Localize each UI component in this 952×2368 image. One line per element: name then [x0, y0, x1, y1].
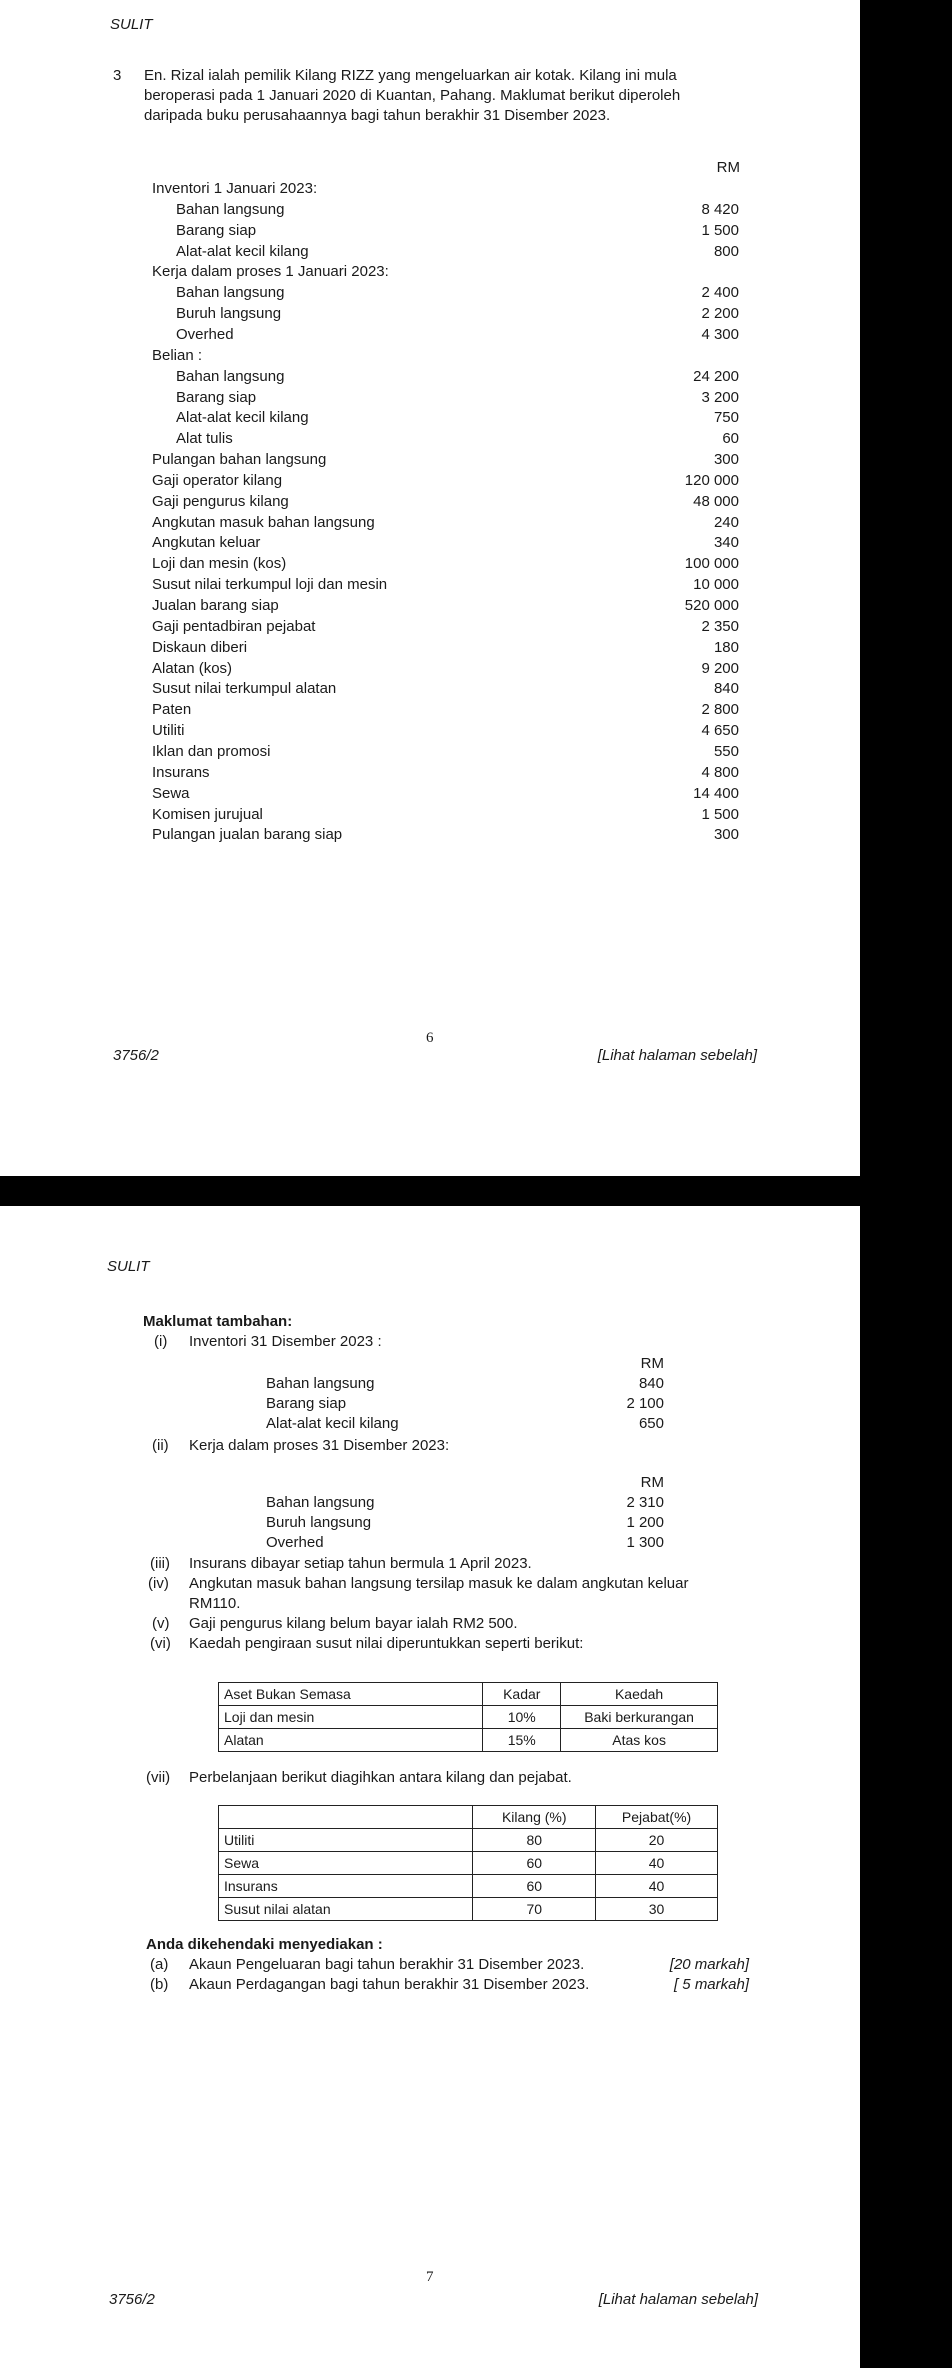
item-amount: 1 500	[701, 221, 739, 239]
list-item	[0, 493, 861, 513]
req-b-marks: [ 5 markah]	[673, 1976, 749, 1993]
item-vi-text: Kaedah pengiraan susut nilai diperuntukkan seperti berikut:	[189, 1635, 584, 1652]
list-item	[0, 326, 861, 346]
req-a-text: Akaun Pengeluaran bagi tahun berakhir 31 Disember 2023.	[189, 1956, 585, 1973]
table-cell: 30	[596, 1898, 718, 1921]
item-amount: 300	[713, 451, 739, 469]
item-label: Diskaun diberi	[152, 638, 248, 656]
table-row	[219, 1875, 718, 1898]
page-6	[0, 0, 861, 1176]
item-label: Utiliti	[152, 722, 185, 740]
list-item	[0, 764, 861, 784]
list-item	[0, 722, 861, 742]
item-amount: 8 420	[701, 200, 739, 218]
list-item	[0, 618, 861, 638]
depreciation-table	[218, 1682, 718, 1752]
table-header-cell: Aset Bukan Semasa	[219, 1683, 483, 1706]
item-amount: 4 800	[701, 763, 739, 781]
item-amount: 120 000	[684, 471, 739, 489]
item-amount: 1 500	[701, 805, 739, 823]
item-label: Sewa	[152, 784, 190, 802]
list-item	[0, 701, 861, 721]
list-item	[0, 597, 861, 617]
item-label: Belian :	[152, 346, 203, 364]
item-label: Gaji pengurus kilang	[152, 492, 289, 510]
question-line-1: En. Rizal ialah pemilik Kilang RIZZ yang mengeluarkan air kotak. Kilang ini mula	[144, 67, 677, 84]
item-vi-number: (vi)	[150, 1635, 171, 1652]
closing-inv-amount: 2 100	[626, 1395, 664, 1412]
next-page-note: [Lihat halaman sebelah]	[598, 2291, 758, 2308]
item-amount: 550	[713, 742, 739, 760]
list-item	[0, 263, 861, 283]
table-cell: Alatan	[219, 1729, 483, 1752]
table-cell: 60	[473, 1875, 596, 1898]
table-cell: Sewa	[219, 1852, 473, 1875]
closing-inv-amount: 650	[638, 1415, 664, 1432]
closing-inv-amount: 840	[638, 1375, 664, 1392]
table-row	[219, 1729, 718, 1752]
next-page-note: [Lihat halaman sebelah]	[597, 1047, 757, 1064]
item-ii-text: Kerja dalam proses 31 Disember 2023:	[189, 1437, 450, 1454]
closing-wip-label: Buruh langsung	[266, 1514, 372, 1531]
table-header-cell	[219, 1806, 473, 1829]
item-v-text: Gaji pengurus kilang belum bayar ialah RM2 500.	[189, 1615, 518, 1632]
item-label: Gaji operator kilang	[152, 471, 283, 489]
closing-wip-amount: 2 310	[626, 1494, 664, 1511]
item-label: Pulangan jualan barang siap	[152, 826, 343, 844]
item-amount: 750	[713, 409, 739, 427]
item-label: Overhed	[176, 325, 234, 343]
item-amount: 4 300	[701, 325, 739, 343]
item-amount: 300	[713, 826, 739, 844]
table-cell: Baki berkurangan	[561, 1706, 718, 1729]
list-item	[0, 826, 861, 846]
item-label: Alat tulis	[176, 430, 233, 448]
item-label: Iklan dan promosi	[152, 742, 271, 760]
item-iv-text: Angkutan masuk bahan langsung tersilap masuk ke dalam angkutan keluar	[189, 1575, 689, 1592]
table-cell: 60	[473, 1852, 596, 1875]
item-ii-number: (ii)	[152, 1437, 169, 1454]
table-header-cell: Pejabat(%)	[596, 1806, 718, 1829]
closing-inv-label: Bahan langsung	[266, 1375, 375, 1392]
list-item	[0, 576, 861, 596]
item-amount: 800	[713, 242, 739, 260]
currency-header: RM	[716, 159, 740, 176]
list-item	[0, 243, 861, 263]
item-amount: 24 200	[693, 367, 739, 385]
list-item	[0, 660, 861, 680]
item-amount: 3 200	[701, 388, 739, 406]
paper-code: 3756/2	[113, 1047, 159, 1064]
item-label: Jualan barang siap	[152, 597, 279, 614]
item-amount: 520 000	[684, 597, 739, 614]
list-item	[0, 451, 861, 471]
item-label: Loji dan mesin (kos)	[152, 555, 287, 573]
table-header-cell: Kaedah	[561, 1683, 718, 1706]
item-label: Bahan langsung	[176, 367, 285, 385]
list-item	[0, 639, 861, 659]
item-amount: 10 000	[693, 576, 739, 594]
item-label: Paten	[152, 701, 192, 719]
table-cell: 80	[473, 1829, 596, 1852]
closing-wip-label: Overhed	[266, 1534, 324, 1551]
item-amount: 14 400	[693, 784, 739, 802]
item-amount: 2 800	[701, 701, 739, 719]
question-line-2: beroperasi pada 1 Januari 2020 di Kuantan, Pahang. Maklumat berikut diperoleh	[144, 87, 681, 104]
req-b-text: Akaun Perdagangan bagi tahun berakhir 31 Disember 2023.	[189, 1976, 590, 1993]
page-number: 7	[426, 2269, 434, 2285]
sulit-header: SULIT	[107, 1258, 150, 1275]
item-iv-number: (iv)	[148, 1575, 169, 1592]
list-item	[0, 368, 861, 388]
list-item	[0, 514, 861, 534]
table-header-cell: Kilang (%)	[473, 1806, 596, 1829]
required-title: Anda dikehendaki menyediakan :	[146, 1936, 383, 1953]
req-a-marks: [20 markah]	[669, 1956, 749, 1973]
item-label: Komisen jurujual	[152, 805, 263, 823]
list-item	[0, 430, 861, 450]
list-item	[0, 305, 861, 325]
list-item	[0, 409, 861, 429]
table-cell: Susut nilai alatan	[219, 1898, 473, 1921]
table-header-row	[219, 1683, 718, 1706]
item-label: Alat-alat kecil kilang	[176, 409, 309, 427]
table-row	[219, 1829, 718, 1852]
item-ii-currency: RM	[640, 1474, 664, 1491]
item-v-number: (v)	[152, 1615, 170, 1632]
item-amount: 48 000	[693, 492, 739, 510]
req-b-number: (b)	[150, 1976, 169, 1993]
item-label: Alatan (kos)	[152, 659, 233, 677]
list-item	[0, 222, 861, 242]
item-amount: 100 000	[684, 555, 739, 573]
item-label: Angkutan masuk bahan langsung	[152, 513, 375, 531]
table-cell: 20	[596, 1829, 718, 1852]
list-item	[0, 201, 861, 221]
list-item	[0, 534, 861, 554]
item-label: Susut nilai terkumpul loji dan mesin	[152, 576, 388, 594]
item-i-text: Inventori 31 Disember 2023 :	[189, 1333, 382, 1350]
item-amount: 240	[713, 513, 739, 531]
item-amount: 180	[713, 638, 739, 656]
table-cell: 40	[596, 1875, 718, 1898]
list-item	[0, 472, 861, 492]
item-vii-text: Perbelanjaan berikut diagihkan antara kilang dan pejabat.	[189, 1769, 572, 1786]
list-item	[0, 743, 861, 763]
item-label: Barang siap	[176, 221, 257, 239]
table-cell: Insurans	[219, 1875, 473, 1898]
list-item	[0, 284, 861, 304]
table-cell: Loji dan mesin	[219, 1706, 483, 1729]
item-amount: 340	[713, 534, 739, 552]
right-dark-margin	[860, 0, 952, 2368]
list-item	[0, 180, 861, 200]
list-item	[0, 347, 861, 367]
item-iii-number: (iii)	[150, 1555, 170, 1572]
table-cell: Atas kos	[561, 1729, 718, 1752]
item-amount: 4 650	[701, 722, 739, 740]
item-label: Bahan langsung	[176, 200, 285, 218]
item-iv-text-cont: RM110.	[189, 1595, 241, 1612]
table-row	[219, 1852, 718, 1875]
item-amount: 2 400	[701, 284, 739, 302]
list-item	[0, 785, 861, 805]
item-amount: 840	[713, 680, 739, 698]
list-item	[0, 680, 861, 700]
page-number: 6	[426, 1030, 434, 1046]
item-amount: 60	[722, 430, 739, 448]
item-label: Susut nilai terkumpul alatan	[152, 680, 337, 698]
page-7	[0, 1206, 861, 2368]
question-line-3: daripada buku perusahaannya bagi tahun berakhir 31 Disember 2023.	[144, 107, 611, 124]
item-i-currency: RM	[640, 1355, 664, 1372]
item-label: Inventori 1 Januari 2023:	[152, 180, 318, 197]
table-cell: Utiliti	[219, 1829, 473, 1852]
table-row	[219, 1706, 718, 1729]
table-cell: 70	[473, 1898, 596, 1921]
allocation-table	[218, 1805, 718, 1921]
table-header-row	[219, 1806, 718, 1829]
closing-wip-amount: 1 200	[626, 1514, 664, 1531]
item-label: Barang siap	[176, 388, 257, 406]
closing-wip-label: Bahan langsung	[266, 1494, 375, 1511]
item-iii-text: Insurans dibayar setiap tahun bermula 1 April 2023.	[189, 1555, 532, 1572]
table-header-cell: Kadar	[483, 1683, 561, 1706]
list-item	[0, 389, 861, 409]
item-amount: 2 200	[701, 305, 739, 323]
item-vii-number: (vii)	[146, 1769, 171, 1786]
table-row	[219, 1898, 718, 1921]
item-amount: 9 200	[701, 659, 739, 677]
closing-inv-label: Alat-alat kecil kilang	[266, 1415, 399, 1432]
item-label: Kerja dalam proses 1 Januari 2023:	[152, 263, 389, 281]
item-label: Insurans	[152, 763, 210, 781]
paper-code: 3756/2	[109, 2291, 155, 2308]
item-label: Pulangan bahan langsung	[152, 451, 327, 469]
table-cell: 10%	[483, 1706, 561, 1729]
closing-wip-amount: 1 300	[626, 1534, 664, 1551]
question-number: 3	[113, 67, 122, 84]
table-cell: 15%	[483, 1729, 561, 1752]
item-label: Gaji pentadbiran pejabat	[152, 617, 316, 635]
list-item	[0, 555, 861, 575]
item-amount: 2 350	[701, 617, 739, 635]
req-a-number: (a)	[150, 1956, 169, 1973]
item-i-number: (i)	[154, 1333, 168, 1350]
item-label: Buruh langsung	[176, 305, 282, 323]
item-label: Angkutan keluar	[152, 534, 261, 552]
closing-inv-label: Barang siap	[266, 1395, 347, 1412]
item-label: Alat-alat kecil kilang	[176, 242, 309, 260]
item-label: Bahan langsung	[176, 284, 285, 302]
table-cell: 40	[596, 1852, 718, 1875]
sulit-header: SULIT	[110, 16, 153, 33]
info-title: Maklumat tambahan:	[143, 1313, 293, 1330]
list-item	[0, 806, 861, 826]
